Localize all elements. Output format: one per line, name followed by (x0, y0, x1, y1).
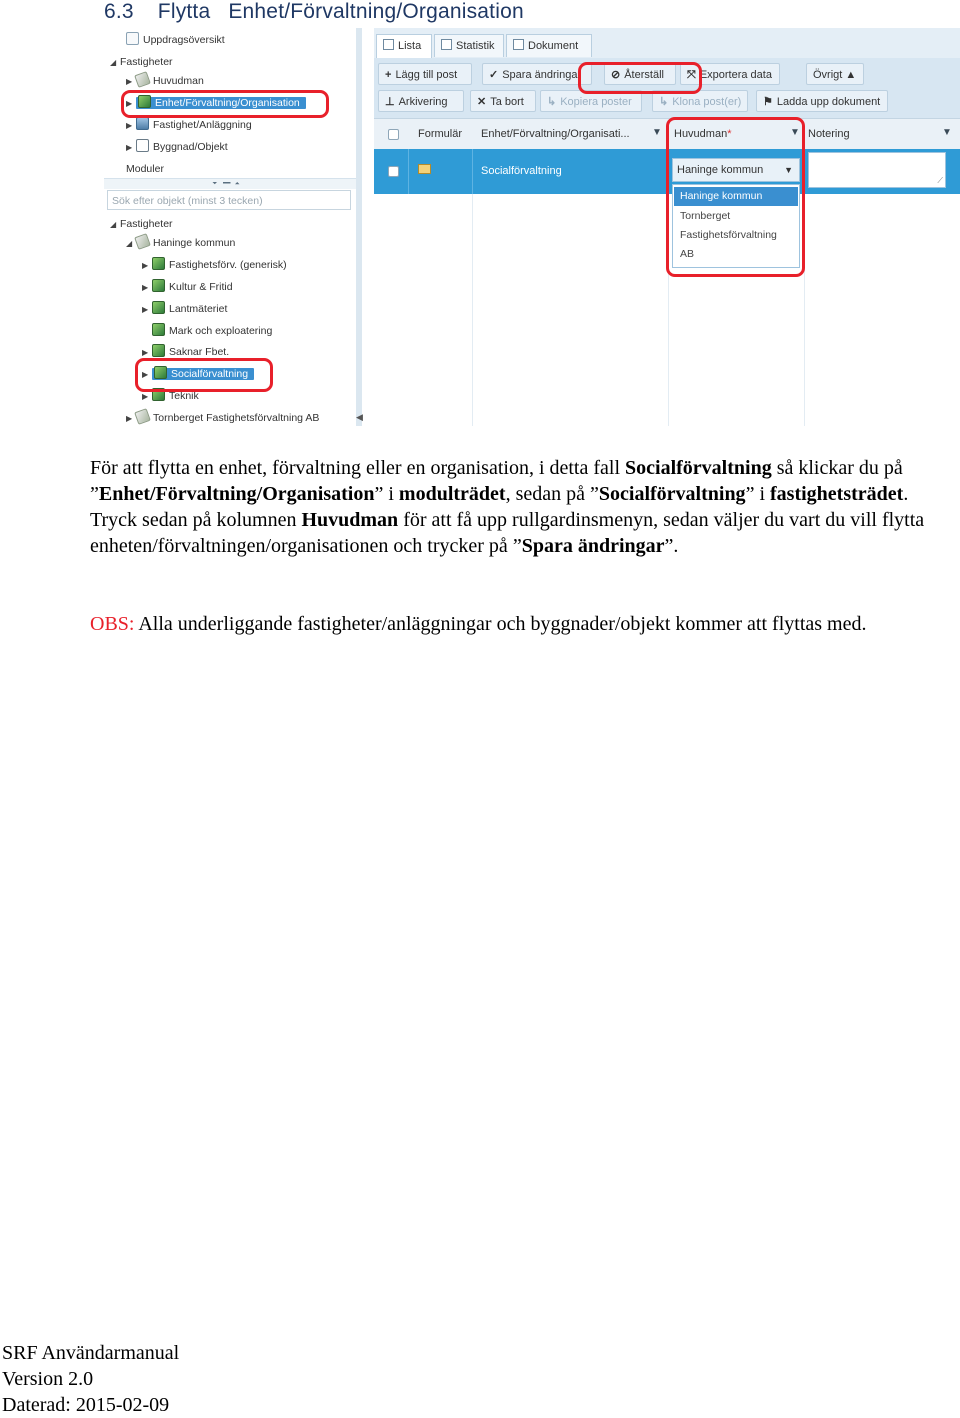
building-icon (136, 117, 149, 130)
tag-icon (134, 233, 151, 250)
tree-item-fastigheter-root[interactable]: ◢ Fastigheter (110, 216, 173, 232)
organisation-icon (152, 323, 165, 336)
tree-item-haninge-kommun[interactable]: ◢ Haninge kommun (126, 235, 235, 251)
tag-icon (134, 71, 151, 88)
plus-icon: + (385, 69, 392, 81)
tree-item-kultur-fritid[interactable]: ▶ Kultur & Fritid (142, 279, 233, 295)
footer-version: Version 2.0 (2, 1368, 94, 1390)
embedded-screenshot (104, 28, 960, 426)
close-icon: ✕ (477, 96, 487, 108)
expand-triangle-icon: ▶ (142, 261, 149, 270)
organisation-icon (152, 344, 165, 357)
dropdown-option[interactable]: AB (680, 248, 695, 260)
splitter-grip-icon (208, 182, 244, 185)
more-button[interactable]: Övrigt ▲ (806, 63, 864, 85)
text-run: För att flytta en enhet, förvaltning eller en organisation, i detta fall (90, 457, 626, 479)
data-panel (374, 28, 960, 426)
clone-posts-button[interactable]: ↳ Klona post(er) (652, 90, 748, 112)
expand-triangle-icon: ▶ (142, 392, 149, 401)
text-run: så klickar du på ” (90, 457, 903, 505)
list-icon (383, 39, 394, 50)
upload-document-button[interactable]: ⚑ Ladda upp dokument (756, 90, 888, 112)
notering-input[interactable] (808, 152, 946, 188)
text-run: ” i (745, 483, 770, 505)
check-icon: ✓ (489, 69, 499, 81)
section-heading (104, 0, 524, 24)
bold-term: Socialförvaltning (625, 457, 772, 479)
reset-button[interactable]: ⊘ Återställ (604, 63, 676, 85)
export-icon: ⤧ (687, 69, 696, 81)
highlight-box-huvudman (666, 117, 805, 277)
save-changes-button[interactable]: ✓ Spara ändringar (482, 63, 592, 85)
text-run: för att få upp rullgardinsmenyn, sedan väljer du vart du vill flytta enheten/förvaltningen/organisationen och trycker på ” (90, 509, 925, 557)
tree-item-huvudman[interactable]: ▶ Huvudman (126, 73, 204, 89)
row-checkbox[interactable] (388, 166, 399, 177)
form-icon (418, 164, 431, 174)
text-run: ” i (374, 483, 399, 505)
chevron-down-icon[interactable]: ▼ (784, 165, 793, 175)
tree-item-saknar-fbet[interactable]: ▶ Saknar Fbet. (142, 344, 229, 360)
expand-triangle-icon: ▶ (126, 77, 133, 86)
document-icon (513, 39, 524, 50)
chart-icon (441, 39, 452, 50)
tree-item-fastigheter[interactable]: ◢ Fastigheter (110, 54, 173, 70)
footer-date: Daterad: 2015-02-09 (2, 1394, 170, 1416)
bold-term: modulträdet (398, 483, 506, 505)
tree-item-tornberget[interactable]: ▶ Tornberget Fastighetsförvaltning AB (126, 410, 319, 426)
bold-term: fastighetsträdet (770, 483, 904, 505)
tree-item-socialforvaltning[interactable]: ▶ Socialförvaltning (142, 366, 254, 382)
tree-item-fastighetsforv-generisk[interactable]: ▶ Fastighetsförv. (generisk) (142, 257, 287, 273)
obs-text: Alla underliggande fastigheter/anläggningar och byggnader/objekt kommer att flyttas med. (134, 613, 867, 635)
tab-bar (374, 28, 960, 59)
flag-icon: ⚑ (763, 96, 773, 108)
column-notering[interactable]: Notering (808, 128, 850, 140)
cancel-icon: ⊘ (611, 69, 621, 81)
filter-icon[interactable]: ▼ (652, 127, 662, 138)
tree-item-byggnad-objekt[interactable]: ▶ Byggnad/Objekt (126, 139, 228, 155)
column-formular[interactable]: Formulär (418, 128, 463, 140)
huvudman-select[interactable]: Haninge kommun ▼ (672, 158, 800, 182)
expand-triangle-icon: ▶ (142, 370, 149, 379)
expand-triangle-icon: ▶ (142, 283, 149, 292)
module-tree-pane (104, 28, 357, 426)
obs-label: OBS: (90, 613, 135, 635)
copy-arrow-icon: ↳ (547, 96, 557, 108)
required-marker: * (727, 128, 732, 140)
archive-button[interactable]: ⊥ Arkivering (378, 90, 464, 112)
tree-item-moduler[interactable]: Moduler (126, 163, 164, 175)
highlight-box-module-tree (121, 90, 329, 118)
collapse-triangle-icon: ◢ (110, 58, 117, 67)
tree-item-lantmateriet[interactable]: ▶ Lantmäteriet (142, 301, 227, 317)
section-number: 6.3 (104, 0, 134, 23)
export-data-button[interactable]: ⤧ Exportera data (680, 63, 780, 85)
footer-manual-name: SRF Användarmanual (2, 1342, 180, 1364)
expand-triangle-icon: ▶ (142, 348, 149, 357)
pane-splitter[interactable] (104, 178, 356, 189)
obs-paragraph (90, 611, 950, 637)
section-title-part2: Enhet/Förvaltning/Organisation (228, 0, 524, 23)
column-enhet-forvaltning-organisation[interactable]: Enhet/Förvaltning/Organisati... (481, 128, 630, 140)
pin-icon: ⊥ (385, 96, 395, 108)
filter-icon[interactable]: ▼ (790, 127, 800, 138)
tab-dokument[interactable]: Dokument (506, 34, 592, 57)
text-run: ”. (664, 535, 679, 557)
tab-lista[interactable]: Lista (376, 34, 432, 59)
resize-handle-icon[interactable]: ⟋ (937, 176, 943, 185)
tag-icon (134, 408, 151, 425)
delete-button[interactable]: ✕ Ta bort (470, 90, 536, 112)
bold-term: Socialförvaltning (598, 483, 746, 505)
text-run: . Tryck sedan på kolumnen (90, 483, 909, 531)
tree-item-mark-och-exploatering[interactable]: Mark och exploatering (152, 323, 272, 339)
tree-item-uppdragsoversikt[interactable]: Uppdragsöversikt (126, 32, 225, 48)
dropdown-option[interactable]: Tornberget (680, 210, 731, 222)
clone-arrow-icon: ↳ (659, 96, 669, 108)
filter-icon[interactable]: ▼ (942, 127, 952, 138)
bold-term: Huvudman (301, 509, 399, 531)
document-footer (2, 1340, 179, 1418)
bold-term: Spara ändringar (521, 535, 665, 557)
collapse-triangle-icon: ◢ (126, 239, 133, 248)
object-search-input[interactable]: Sök efter objekt (minst 3 tecken) (107, 190, 351, 210)
tab-statistik[interactable]: Statistik (434, 34, 504, 57)
organisation-icon (152, 279, 165, 292)
tree-item-fastighet-anlaggning[interactable]: ▶ Fastighet/Anläggning (126, 117, 252, 133)
copy-posts-button[interactable]: ↳ Kopiera poster (540, 90, 642, 112)
bold-term: Enhet/Förvaltning/Organisation (98, 483, 375, 505)
tree-item-teknik[interactable]: ▶ Teknik (142, 388, 199, 404)
select-all-checkbox[interactable] (388, 129, 399, 140)
tree-item-enhet-forvaltning-organisation[interactable]: ▶ Enhet/Förvaltning/Organisation (126, 95, 306, 111)
expand-triangle-icon: ▶ (126, 143, 133, 152)
scroll-left-arrow-icon[interactable]: ◀ (356, 412, 363, 422)
overview-icon (126, 32, 139, 45)
form-icon-cell[interactable] (418, 149, 431, 194)
dropdown-option[interactable]: Haninge kommun (674, 187, 798, 206)
add-post-button[interactable]: + Lägg till post (378, 63, 472, 85)
expand-triangle-icon: ▶ (126, 99, 133, 108)
organisation-icon (152, 257, 165, 270)
left-pane-scrollbar[interactable] (356, 28, 362, 426)
expand-triangle-icon: ▶ (126, 414, 133, 423)
organisation-cell[interactable]: Socialförvaltning (481, 165, 562, 177)
column-huvudman[interactable]: Huvudman* (674, 128, 732, 140)
expand-triangle-icon: ▶ (142, 305, 149, 314)
collapse-triangle-icon: ◢ (110, 220, 117, 229)
expand-triangle-icon: ▶ (126, 121, 133, 130)
instruction-paragraph (90, 455, 950, 559)
house-icon (136, 139, 149, 152)
highlight-box-save-button (578, 62, 702, 94)
dropdown-option[interactable]: Fastighetsförvaltning (680, 229, 777, 241)
text-run: , sedan på ” (505, 483, 599, 505)
section-title-part1: Flytta (157, 0, 211, 23)
highlight-box-property-tree (135, 358, 273, 392)
organisation-icon (152, 301, 165, 314)
